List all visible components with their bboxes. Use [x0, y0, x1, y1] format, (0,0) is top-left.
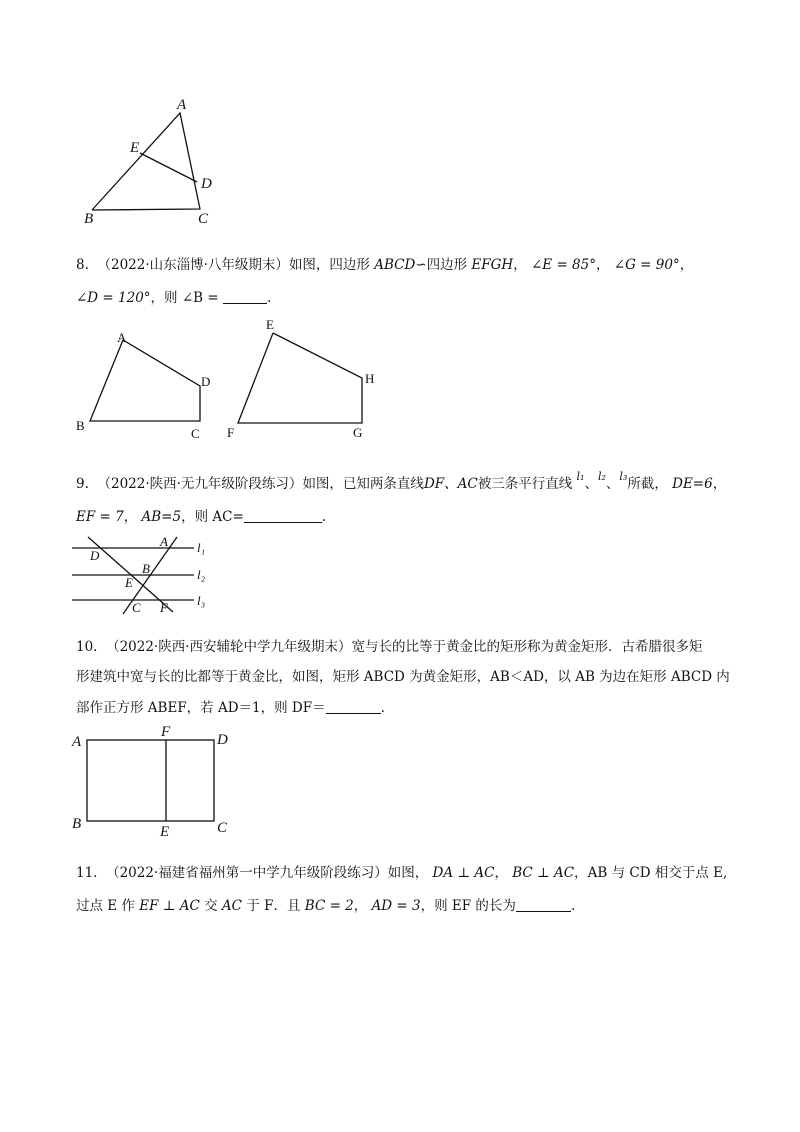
q11-line1: 11. （2022·福建省福州第一中学九年级阶段练习）如图， DA ⊥ AC， BC ⊥ AC，AB 与 CD 相交于点 E,: [76, 865, 728, 881]
q11-text3: 过点 E 作: [76, 898, 135, 914]
label-f: F: [160, 600, 168, 615]
q10-text3: 部作正方形 ABEF，若 AD＝1，则 DF＝: [76, 700, 326, 716]
q10-text1: 宽与长的比等于黄金比的矩形称为黄金矩形．古希腊很多矩: [351, 639, 703, 655]
q11-text1: 如图，: [387, 865, 429, 881]
q10-number: 10.: [76, 639, 98, 655]
q9-ab: AB=5: [141, 509, 182, 525]
label-c: C: [217, 820, 228, 836]
q8-line2: [76, 288, 271, 308]
q9-line2: EF = 7， AB=5，则 AC= .: [76, 509, 327, 525]
label-d: D: [217, 732, 228, 748]
q9-l3: l₃: [619, 470, 628, 483]
q8-end: .: [266, 290, 272, 306]
q9-l2: l₂: [597, 470, 606, 483]
q9-text3: 所截，: [627, 476, 668, 492]
label-g: G: [353, 425, 363, 440]
label-a: A: [117, 330, 127, 345]
q9-source: （2022·陕西·无九年级阶段练习）: [97, 476, 303, 492]
q10-line3: [76, 698, 385, 718]
q11-ef-perp-ac: EF ⊥ AC: [139, 898, 200, 914]
q8-ask: ，则 ∠B =: [150, 290, 223, 306]
q9-de: DE=6: [672, 476, 713, 492]
label-d: D: [90, 548, 100, 563]
label-l1: l₁: [197, 540, 206, 555]
q9-answer-blank[interactable]: [244, 508, 322, 523]
q8-line1: 8. （2022·山东淄博·八年级期末）如图，四边形 ABCD∽四边形 EFGH， ∠E = 85°， ∠G = 90°，: [76, 257, 694, 273]
q8-source: （2022·山东淄博·八年级期末）: [97, 257, 289, 273]
q10-source: （2022·陕西·西安辅轮中学九年级期末）: [106, 639, 352, 655]
q8-text2: 四边形: [426, 257, 468, 273]
q11-answer-blank[interactable]: [516, 897, 571, 912]
q11-source: （2022·福建省福州第一中学九年级阶段练习）: [106, 865, 388, 881]
q9-number: 9.: [76, 476, 89, 492]
q8-text1: 如图，四边形: [288, 257, 370, 273]
q11-ac: AC: [221, 898, 243, 914]
q8-quad2: EFGH: [471, 257, 514, 273]
q11-text5: 于 F．且: [246, 898, 301, 914]
figure-parallel-lines: [68, 532, 218, 616]
label-l2: l₂: [197, 567, 206, 582]
label-e: E: [160, 824, 170, 840]
figure-golden-rectangle: [70, 722, 240, 840]
label-d: D: [201, 374, 211, 389]
q11-bc-perp-ac: BC ⊥ AC: [512, 865, 575, 881]
label-b: B: [72, 816, 82, 832]
q8-angle-g: ∠G = 90°: [613, 257, 680, 273]
q9-lines-name: DF、AC: [423, 476, 478, 492]
q11-text4: 交: [204, 898, 218, 914]
figure-triangle-abc: [80, 95, 220, 225]
q11-bc: BC = 2: [304, 898, 354, 914]
q9-l1: l₁: [576, 470, 585, 483]
q8-angle-d: ∠D = 120°: [76, 290, 151, 306]
label-a: A: [72, 734, 82, 750]
label-c: C: [132, 600, 141, 615]
q8-number: 8.: [76, 257, 89, 273]
q9-end: .: [321, 509, 327, 525]
q9-text1: 如图，已知两条直线: [302, 476, 424, 492]
label-b: B: [142, 561, 150, 576]
label-f: F: [227, 425, 235, 440]
q9-text2: 被三条平行直线: [477, 476, 573, 492]
label-e: E: [130, 140, 140, 156]
q11-end: .: [570, 898, 576, 914]
label-a: A: [177, 97, 187, 113]
q10-answer-blank[interactable]: [326, 699, 381, 714]
q11-text6: ，则 EF 的长为: [420, 898, 516, 914]
q10-end: .: [380, 700, 385, 716]
q8-quad1: ABCD: [374, 257, 416, 273]
q9-ask: ，则 AC=: [181, 509, 244, 525]
label-e: E: [125, 575, 133, 590]
q8-similar-sign: ∽: [415, 257, 427, 273]
label-b: B: [84, 211, 94, 227]
q8-answer-blank[interactable]: [223, 289, 267, 304]
label-b: B: [76, 418, 85, 433]
label-d: D: [201, 176, 212, 192]
q9-ef: EF = 7: [76, 509, 124, 525]
label-l3: l₃: [197, 593, 206, 608]
q11-text2: ，AB 与 CD 相交于点 E,: [574, 865, 728, 881]
q9-line1: 9. （2022·陕西·无九年级阶段练习）如图，已知两条直线DF、AC被三条平行直线 $^{l_1}$、$^{l_2}$、$^{l_3}$所截， DE=6，: [76, 470, 727, 492]
q11-line2: 过点 E 作 EF ⊥ AC 交 AC 于 F．且 BC = 2， AD = 3，则 EF 的长为 .: [76, 898, 576, 914]
label-f: F: [161, 724, 171, 740]
q10-line2: [76, 667, 730, 687]
label-c: C: [198, 211, 209, 227]
figure-quad-abcd: [70, 328, 220, 443]
label-h: H: [365, 371, 375, 386]
label-a: A: [160, 534, 168, 549]
label-c: C: [191, 426, 200, 441]
q8-angle-e: ∠E = 85°: [531, 257, 596, 273]
q11-ad: AD = 3: [371, 898, 421, 914]
q10-line1: [76, 637, 703, 657]
q11-da-perp-ac: DA ⊥ AC: [432, 865, 495, 881]
figure-quad-efgh: [225, 315, 385, 443]
q11-number: 11.: [76, 865, 98, 881]
label-e: E: [266, 317, 274, 332]
q10-text2: 形建筑中宽与长的比都等于黄金比，如图，矩形 ABCD 为黄金矩形，AB＜AD，以 AB 为边在矩形 ABCD 内: [76, 669, 730, 685]
